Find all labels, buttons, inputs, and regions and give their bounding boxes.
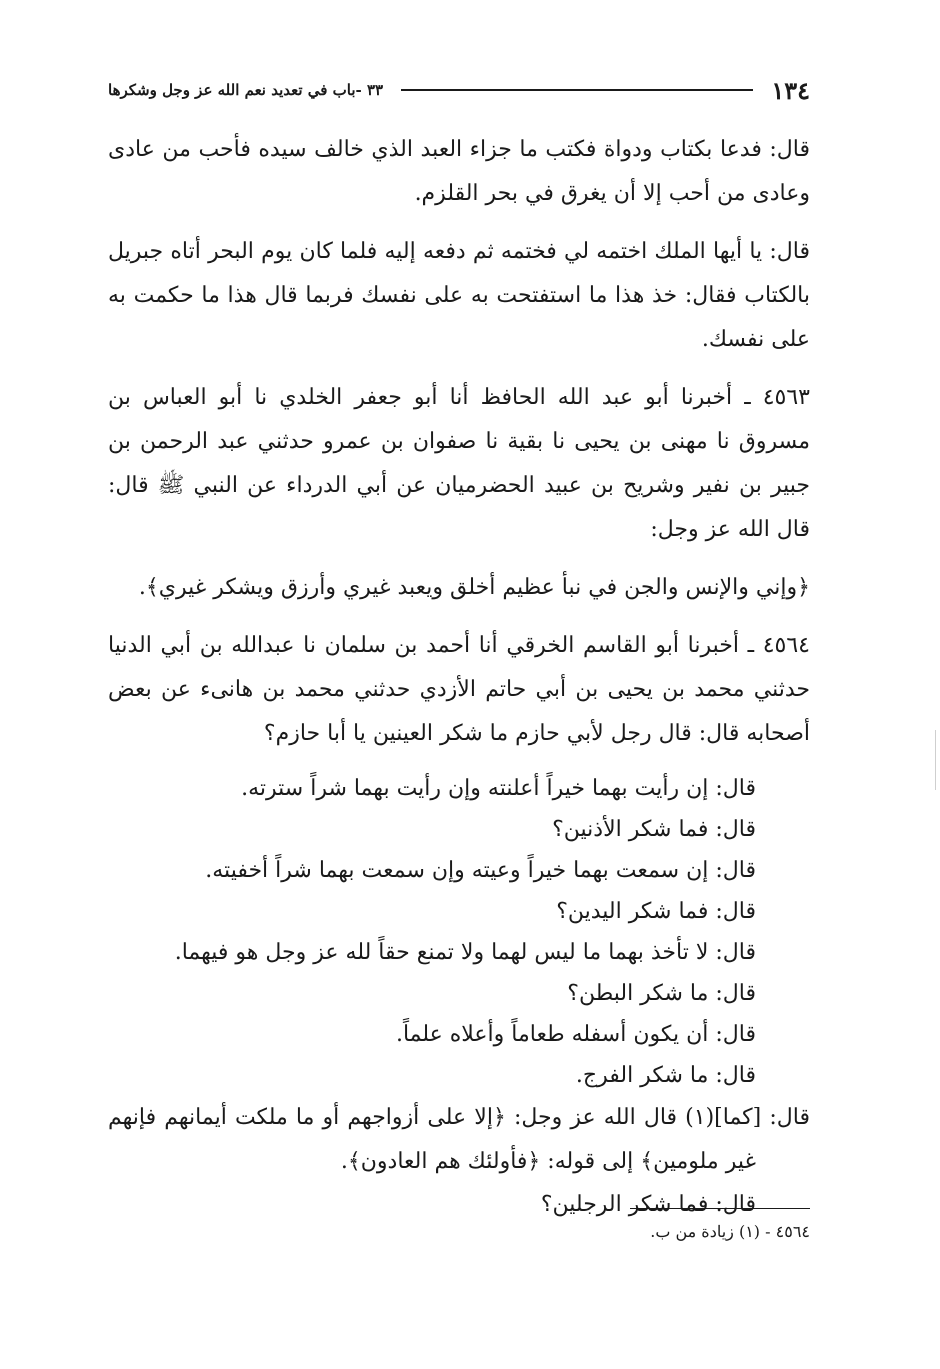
dialog-block	[108, 768, 810, 1096]
paragraph-2: قال: يا أيها الملك اختمه لي فختمه ثم دفعه إليه فلما كان يوم البحر أتاه جبريل بالكتاب فقال: خذ هذا ما استفتحت به على نفسك فربما قال هذا ما حكمت به على نفسك.	[108, 239, 810, 352]
page-header	[108, 72, 810, 108]
main-text	[108, 128, 810, 1225]
paragraph-1: قال: فدعا بكتاب ودواة فكتب ما جزاء العبد الذي خالف سيده فأحب من عادى وعادى من أحب إلا أن يغرق في بحر القلزم.	[108, 137, 810, 206]
page-number: ١٣٤	[771, 75, 810, 105]
dialog-line: قال: أن يكون أسفله طعاماً وأعلاه علماً.	[395, 1022, 756, 1047]
footnote-rule	[630, 1208, 810, 1209]
hadith-4563: ٤٥٦٣ ـ أخبرنا أبو عبد الله الحافظ أنا أبو جعفر الخلدي نا أبو العباس بن مسروق نا مهنى بن يحيى نا بقية نا صفوان بن عمرو حدثني عبد الرحمن بن جبير بن نفير وشريح بن عبيد الحضرميان عن أبي الدرداء عن النبي ﷺ قال: قال الله عز وجل:	[108, 385, 810, 542]
header-rule	[401, 89, 753, 91]
quoted-verse: ﴿وإني والإنس والجن في نبأ عظيم أخلق ويعبد غيري وأرزق ويشكر غيري﴾.	[138, 575, 810, 600]
paragraph-quran-citation: قال: [كما](١) قال الله عز وجل: ﴿إلا على أزواجهم أو ما ملكت أيمانهم فإنهم غير ملومين﴾ إلى قوله: ﴿فأولئك هم العادون﴾.	[108, 1105, 810, 1174]
dialog-line: قال: فما شكر اليدين؟	[556, 899, 756, 924]
footnote-area	[108, 1208, 810, 1245]
dialog-line: قال: إن سمعت بهما خيراً وعيته وإن سمعت بهما شراً أخفيته.	[205, 858, 756, 883]
dialog-line: قال: إن رأيت بهما خيراً أعلنته وإن رأيت بهما شراً سترته.	[241, 776, 756, 801]
running-head: ٣٣ -باب في تعديد نعم الله عز وجل وشكرها	[108, 81, 384, 99]
dialog-line: قال: لا تأخذ بهما ما ليس لهما ولا تمنع حقاً لله عز وجل هو فيهما.	[174, 940, 756, 965]
dialog-line: قال: ما شكر الفرج.	[575, 1063, 756, 1088]
dialog-line: قال: فما شكر الأذنين؟	[552, 817, 756, 842]
dialog-line: قال: ما شكر البطن؟	[567, 981, 756, 1006]
scan-edge-mark	[935, 730, 936, 790]
dialog-line-last: قال: فما شكر الرجلين؟	[540, 1192, 756, 1217]
footnote: ٤٥٦٤ - (١) زيادة من ب.	[650, 1222, 810, 1241]
hadith-4564: ٤٥٦٤ ـ أخبرنا أبو القاسم الخرقي أنا أحمد بن سلمان نا عبدالله بن أبي الدنيا حدثني محمد بن يحيى بن أبي حاتم الأزدي حدثني محمد بن هانىء عن بعض أصحابه قال: قال رجل لأبي حازم ما شكر العينين يا أبا حازم؟	[108, 633, 810, 746]
